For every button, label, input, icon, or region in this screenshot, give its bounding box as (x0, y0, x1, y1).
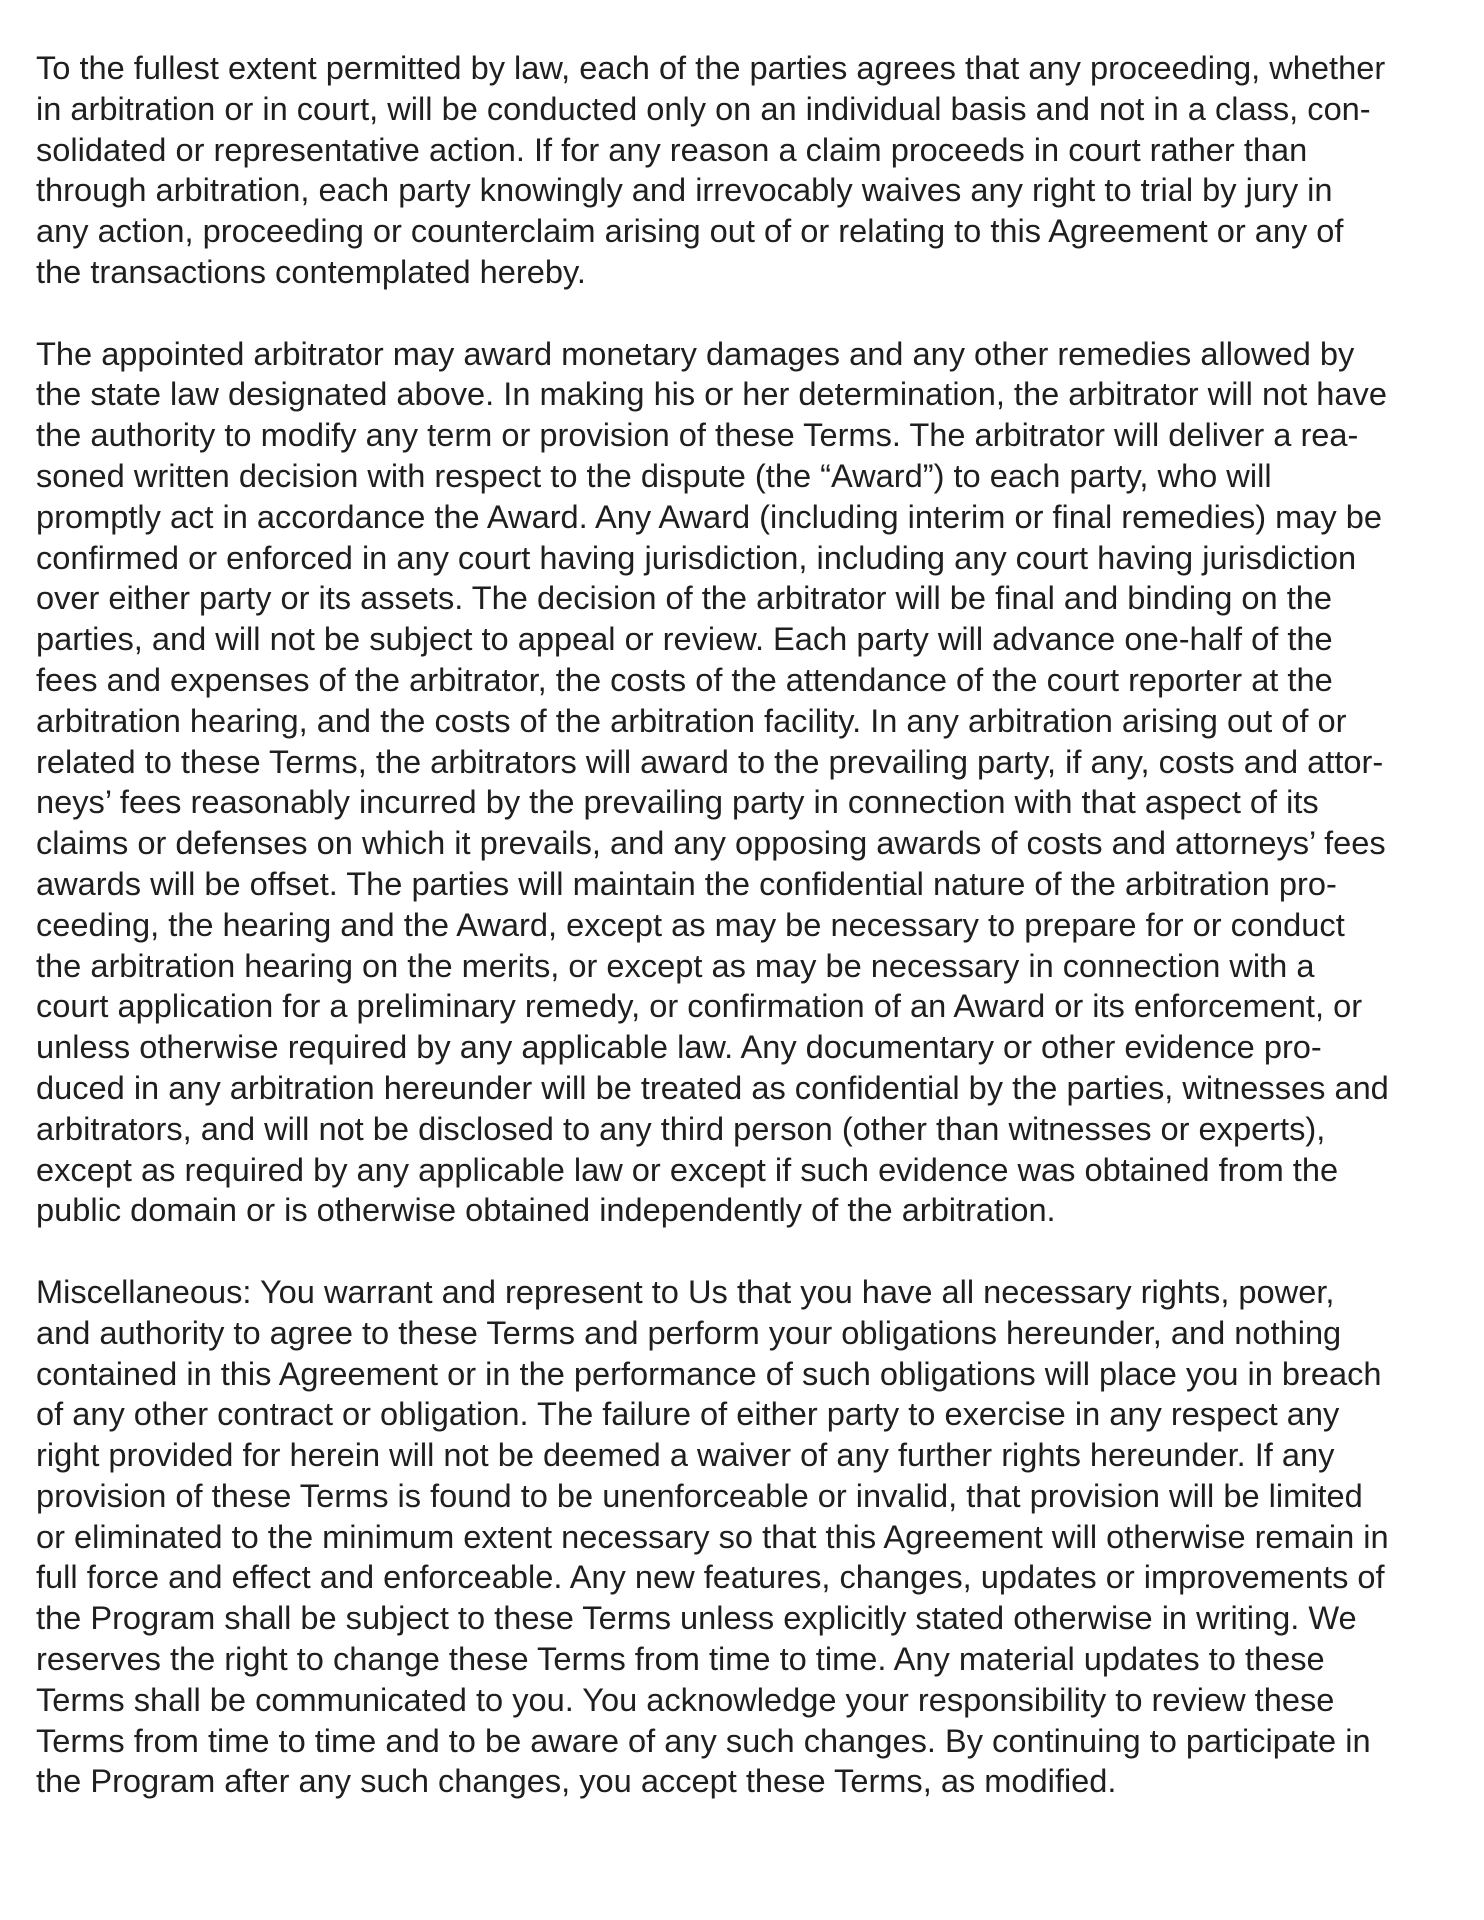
text-line: the Program shall be subject to these Terms unless explicitly stated otherwise in writing. We (36, 1599, 1357, 1637)
text-line: awards will be offset. The parties will maintain the confidential nature of the arbitration pro- (36, 864, 1337, 902)
text-line: reserves the right to change these Terms from time to time. Any material updates to these (36, 1640, 1325, 1678)
text-line: To the fullest extent permitted by law, each of the parties agrees that any proceeding, whether (36, 49, 1386, 86)
text-line: through arbitration, each party knowingly and irrevocably waives any right to trial by jury in (36, 171, 1333, 209)
text-line: Terms from time to time and to be aware of any such changes. By continuing to participate in (36, 1721, 1371, 1759)
text-line: the Program after any such changes, you accept these Terms, as modified. (36, 1762, 1117, 1800)
text-line: over either party or its assets. The decision of the arbitrator will be final and binding on the (36, 579, 1332, 617)
text-line: neys’ fees reasonably incurred by the prevailing party in connection with that aspect of its (36, 783, 1319, 821)
text-line: any action, proceeding or counterclaim arising out of or relating to this Agreement or any of (36, 212, 1344, 250)
paragraph-arbitrator-award (36, 334, 1456, 1232)
text-line: related to these Terms, the arbitrators will award to the prevailing party, if any, costs and attor- (36, 742, 1384, 780)
text-line: the authority to modify any term or provision of these Terms. The arbitrator will deliver a rea- (36, 416, 1359, 454)
text-line: fees and expenses of the arbitrator, the costs of the attendance of the court reporter at the (36, 660, 1333, 698)
text-line: Miscellaneous: You warrant and represent to Us that you have all necessary rights, power, (36, 1272, 1335, 1310)
text-line: duced in any arbitration hereunder will be treated as confidential by the parties, witnesses and (36, 1068, 1389, 1106)
text-line: solidated or representative action. If for any reason a claim proceeds in court rather than (36, 130, 1308, 168)
text-line: public domain or is otherwise obtained independently of the arbitration. (36, 1191, 1056, 1229)
text-line: claims or defenses on which it prevails, and any opposing awards of costs and attorneys’ fees (36, 824, 1386, 862)
text-line: or eliminated to the minimum extent necessary so that this Agreement will otherwise remain in (36, 1517, 1389, 1555)
text-line: the state law designated above. In making his or her determination, the arbitrator will not have (36, 375, 1387, 413)
paragraph-miscellaneous (36, 1272, 1456, 1802)
text-line: contained in this Agreement or in the performance of such obligations will place you in breach (36, 1354, 1382, 1392)
text-line: except as required by any applicable law or except if such evidence was obtained from the (36, 1150, 1339, 1188)
text-line: provision of these Terms is found to be unenforceable or invalid, that provision will be limited (36, 1476, 1363, 1514)
text-line: unless otherwise required by any applicable law. Any documentary or other evidence pro- (36, 1028, 1322, 1066)
text-line: arbitration hearing, and the costs of the arbitration facility. In any arbitration arising out of or (36, 701, 1347, 739)
text-line: promptly act in accordance the Award. Any Award (including interim or final remedies) may be (36, 497, 1383, 535)
text-line: ceeding, the hearing and the Award, except as may be necessary to prepare for or conduct (36, 905, 1345, 943)
text-line: of any other contract or obligation. The failure of either party to exercise in any respect any (36, 1395, 1340, 1433)
text-line: Terms shall be communicated to you. You acknowledge your responsibility to review these (36, 1680, 1335, 1718)
text-line: soned written decision with respect to the dispute (the “Award”) to each party, who will (36, 456, 1272, 494)
paragraph-class-action-waiver (36, 48, 1456, 293)
text-line: the transactions contemplated hereby. (36, 252, 586, 290)
text-line: the arbitration hearing on the merits, or except as may be necessary in connection with a (36, 946, 1315, 984)
text-line: full force and effect and enforceable. Any new features, changes, updates or improvements of (36, 1558, 1385, 1596)
text-line: arbitrators, and will not be disclosed to any third person (other than witnesses or experts), (36, 1109, 1326, 1147)
text-line: court application for a preliminary remedy, or confirmation of an Award or its enforcement, or (36, 987, 1363, 1025)
text-line: confirmed or enforced in any court having jurisdiction, including any court having jurisdiction (36, 538, 1357, 576)
text-line: and authority to agree to these Terms and perform your obligations hereunder, and nothing (36, 1313, 1342, 1351)
text-line: in arbitration or in court, will be conducted only on an individual basis and not in a class, con- (36, 89, 1371, 127)
text-line: parties, and will not be subject to appeal or review. Each party will advance one-half of the (36, 620, 1333, 658)
text-line: right provided for herein will not be deemed a waiver of any further rights hereunder. If any (36, 1436, 1335, 1474)
text-line: The appointed arbitrator may award monetary damages and any other remedies allowed by (36, 334, 1355, 372)
document-page (36, 48, 1456, 1843)
